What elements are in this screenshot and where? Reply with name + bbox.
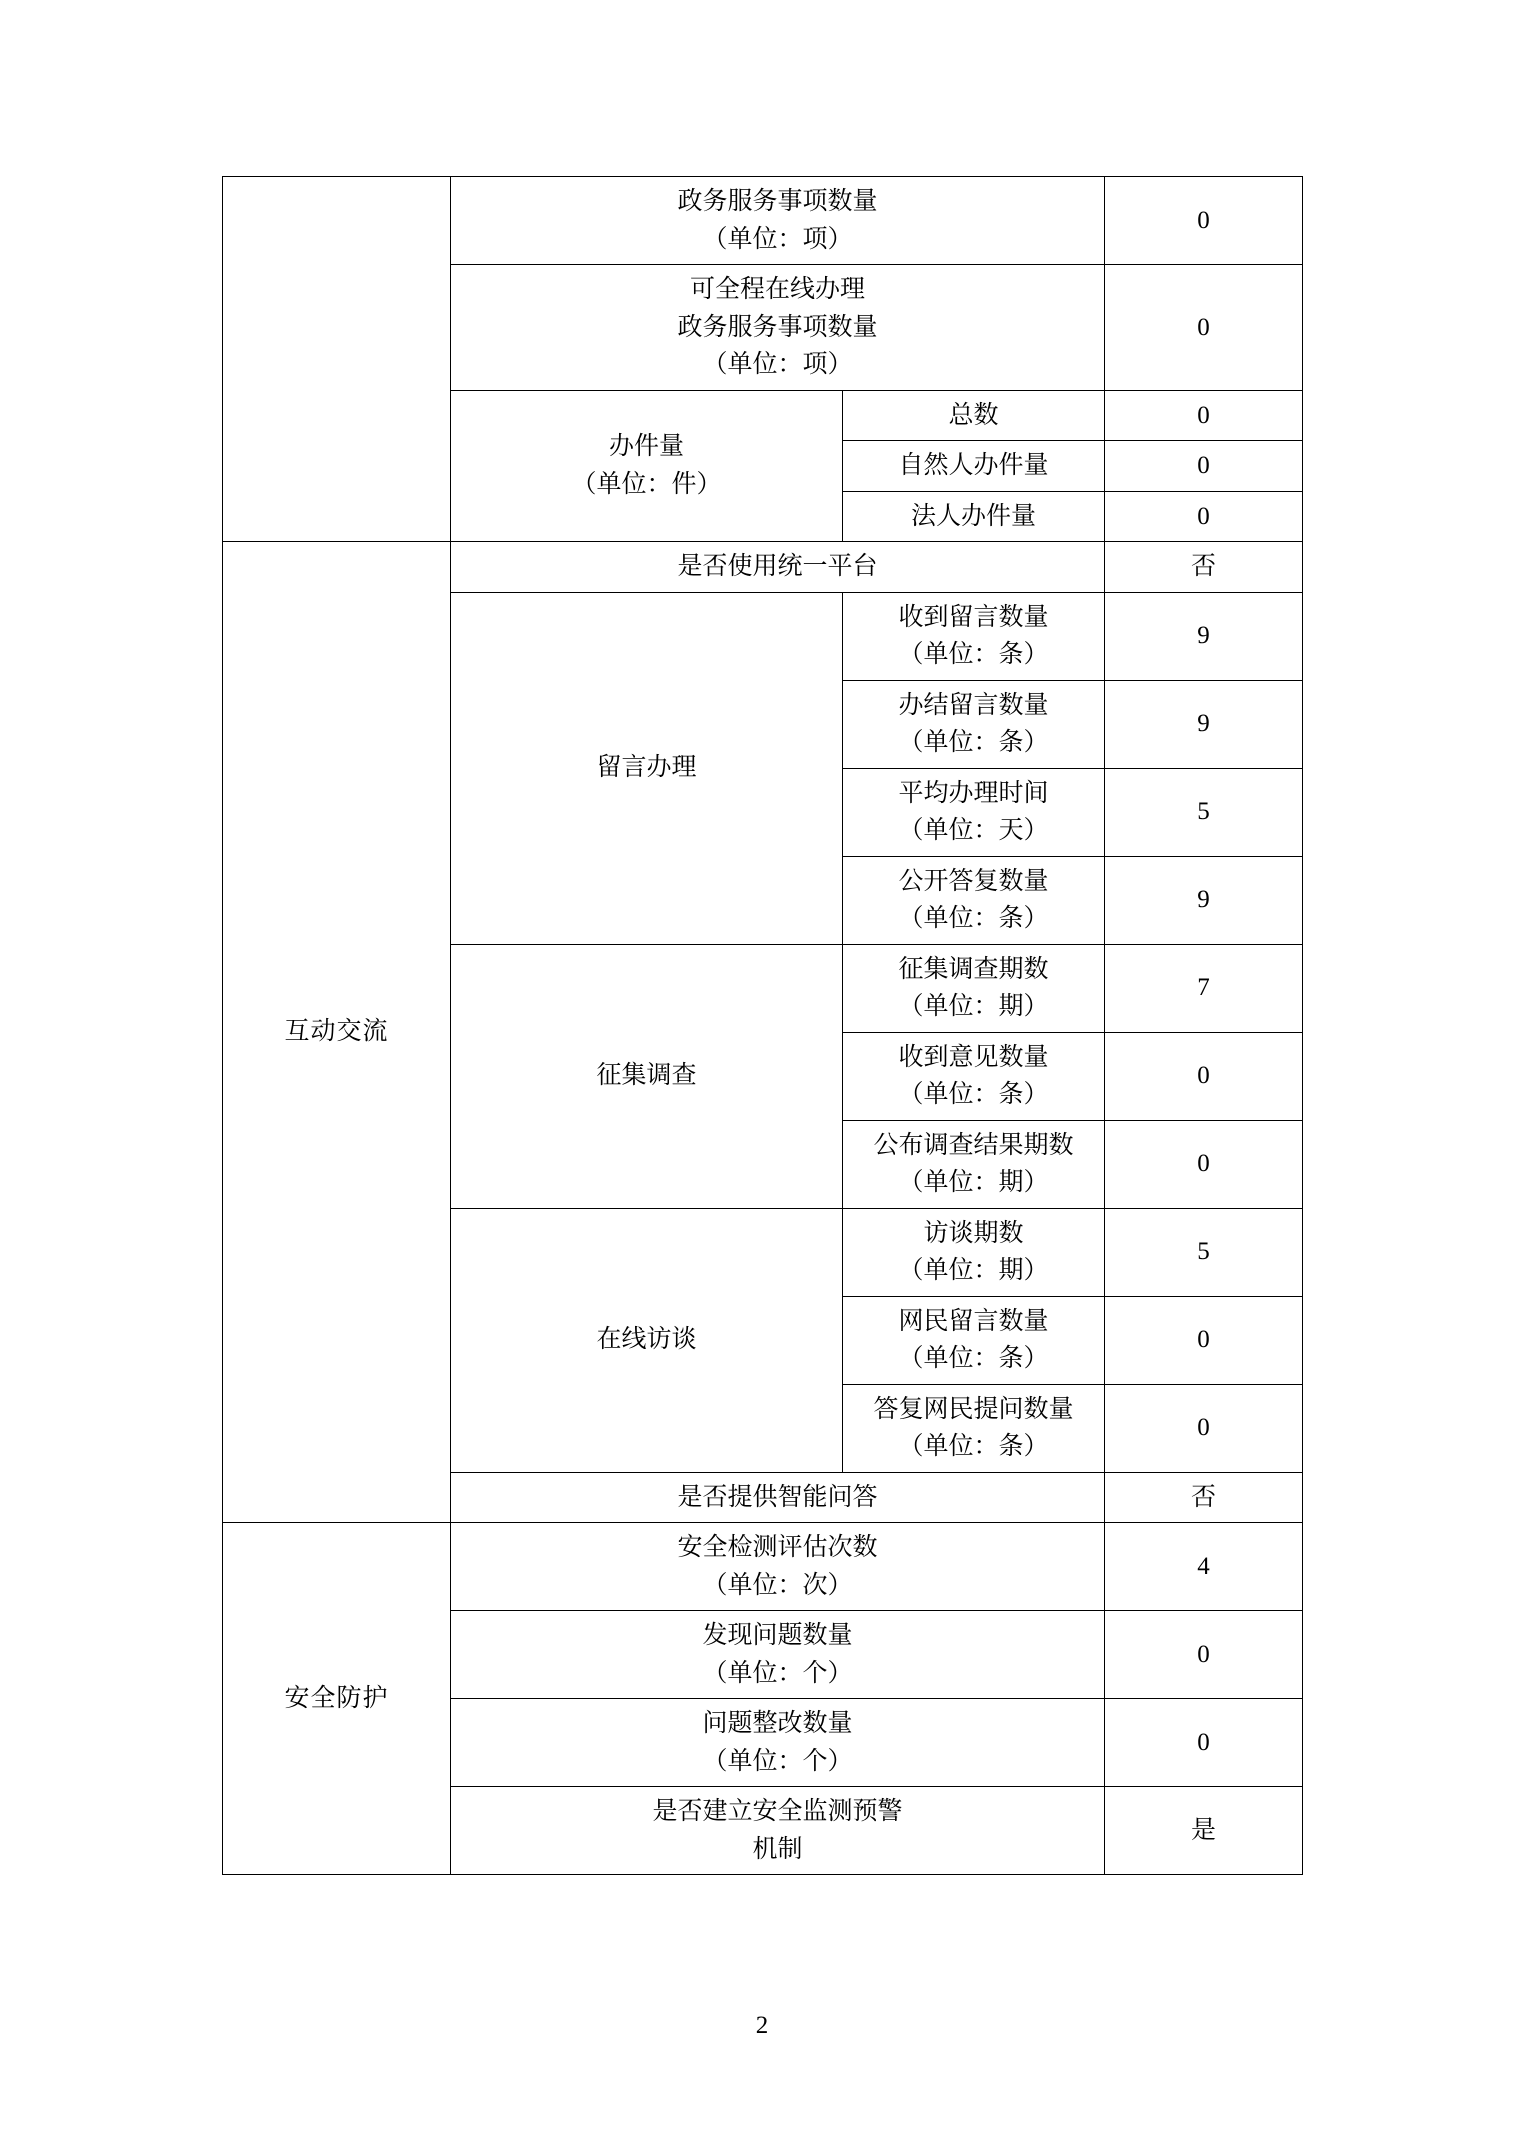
item-label-line2: 机制 xyxy=(752,1835,803,1863)
value-cell: 0 xyxy=(1105,1296,1303,1384)
item-cell-issues-found xyxy=(451,1611,1105,1699)
sub-item-cell-messages-received xyxy=(843,592,1105,680)
sub-label-line2: （单位：条） xyxy=(898,1345,1049,1372)
sub-label-line2: （单位：条） xyxy=(898,729,1049,756)
sub-label-line1: 公开答复数量 xyxy=(898,867,1049,895)
item-cell-transaction-volume xyxy=(451,390,843,542)
value-cell: 0 xyxy=(1105,177,1303,265)
value-cell: 0 xyxy=(1105,1699,1303,1787)
value-cell: 9 xyxy=(1105,680,1303,768)
item-cell-issues-rectified xyxy=(451,1699,1105,1787)
sub-label-line1: 平均办理时间 xyxy=(898,779,1049,807)
value-cell: 0 xyxy=(1105,1120,1303,1208)
item-cell-service-count xyxy=(451,177,1105,265)
item-cell-survey: 征集调查 xyxy=(451,944,843,1208)
sub-label-line1: 收到留言数量 xyxy=(898,603,1049,631)
sub-item-cell-average-time xyxy=(843,768,1105,856)
category-cell-security: 安全防护 xyxy=(223,1523,451,1875)
sub-label-line2: （单位：天） xyxy=(898,817,1049,844)
sub-item-cell-opinions-received xyxy=(843,1032,1105,1120)
sub-item-cell-netizen-replies xyxy=(843,1384,1105,1472)
government-website-report-table xyxy=(222,176,1303,1875)
sub-item-cell-netizen-messages xyxy=(843,1296,1105,1384)
item-label-line1: 办件量 xyxy=(608,433,684,461)
sub-label-line1: 访谈期数 xyxy=(923,1219,1024,1247)
table-row xyxy=(223,542,1303,593)
sub-label-line1: 收到意见数量 xyxy=(898,1043,1049,1071)
value-cell: 0 xyxy=(1105,441,1303,492)
item-label-line1: 发现问题数量 xyxy=(702,1622,853,1649)
sub-label-line2: （单位：期） xyxy=(898,1169,1049,1196)
page-number: 2 xyxy=(755,2012,769,2039)
sub-label-line1: 答复网民提问数量 xyxy=(873,1395,1074,1423)
item-label-line3: （单位：项） xyxy=(702,351,853,378)
item-label-line2: （单位：项） xyxy=(702,225,853,253)
item-label-line2: （单位：件） xyxy=(571,470,722,498)
item-cell-smart-qa: 是否提供智能问答 xyxy=(451,1472,1105,1523)
item-cell-monitoring-mechanism xyxy=(451,1787,1105,1875)
value-cell: 否 xyxy=(1105,542,1303,593)
sub-label-line1: 征集调查期数 xyxy=(898,955,1049,983)
report-table-wrapper xyxy=(222,176,1302,1875)
sub-item-cell-total: 总数 xyxy=(843,390,1105,441)
value-cell: 9 xyxy=(1105,856,1303,944)
item-label-line1: 安全检测评估次数 xyxy=(677,1534,878,1561)
item-cell-unified-platform: 是否使用统一平台 xyxy=(451,542,1105,593)
sub-label-line2: （单位：条） xyxy=(898,905,1049,932)
item-cell-online-service-count xyxy=(451,265,1105,391)
sub-item-cell-messages-completed xyxy=(843,680,1105,768)
value-cell: 0 xyxy=(1105,491,1303,542)
sub-label-line2: （单位：条） xyxy=(898,1433,1049,1460)
value-cell: 否 xyxy=(1105,1472,1303,1523)
value-cell: 5 xyxy=(1105,1208,1303,1296)
sub-item-cell-survey-count xyxy=(843,944,1105,1032)
sub-item-cell-natural-person: 自然人办件量 xyxy=(843,441,1105,492)
value-cell: 0 xyxy=(1105,390,1303,441)
category-cell-service xyxy=(223,177,451,542)
sub-label-line2: （单位：期） xyxy=(898,1257,1049,1284)
item-label-line2: （单位：个） xyxy=(702,1747,853,1775)
sub-item-cell-public-replies xyxy=(843,856,1105,944)
sub-label-line2: （单位：期） xyxy=(898,993,1049,1020)
sub-item-cell-legal-person: 法人办件量 xyxy=(843,491,1105,542)
value-cell: 5 xyxy=(1105,768,1303,856)
item-label-line2: 政务服务事项数量 xyxy=(677,313,878,341)
item-cell-security-assessments xyxy=(451,1523,1105,1611)
item-label-line1: 政务服务事项数量 xyxy=(677,188,878,215)
value-cell: 0 xyxy=(1105,265,1303,391)
table-row xyxy=(223,1523,1303,1611)
sub-label-line1: 公布调查结果期数 xyxy=(873,1131,1074,1159)
item-label-line2: （单位：次） xyxy=(702,1571,853,1599)
value-cell: 0 xyxy=(1105,1611,1303,1699)
value-cell: 9 xyxy=(1105,592,1303,680)
table-row xyxy=(223,177,1303,265)
item-label-line1: 可全程在线办理 xyxy=(690,276,866,303)
value-cell: 是 xyxy=(1105,1787,1303,1875)
sub-label-line2: （单位：条） xyxy=(898,1081,1049,1108)
value-cell: 7 xyxy=(1105,944,1303,1032)
sub-item-cell-published-results xyxy=(843,1120,1105,1208)
sub-label-line1: 网民留言数量 xyxy=(898,1307,1049,1335)
item-label-line1: 问题整改数量 xyxy=(702,1710,853,1737)
value-cell: 0 xyxy=(1105,1384,1303,1472)
value-cell: 0 xyxy=(1105,1032,1303,1120)
item-cell-message-handling: 留言办理 xyxy=(451,592,843,944)
sub-label-line1: 办结留言数量 xyxy=(898,691,1049,719)
sub-label-line2: （单位：条） xyxy=(898,641,1049,668)
sub-item-cell-interview-count xyxy=(843,1208,1105,1296)
value-cell: 4 xyxy=(1105,1523,1303,1611)
item-label-line1: 是否建立安全监测预警 xyxy=(652,1798,903,1825)
item-label-line2: （单位：个） xyxy=(702,1659,853,1687)
category-cell-interaction: 互动交流 xyxy=(223,542,451,1523)
item-cell-online-interview: 在线访谈 xyxy=(451,1208,843,1472)
